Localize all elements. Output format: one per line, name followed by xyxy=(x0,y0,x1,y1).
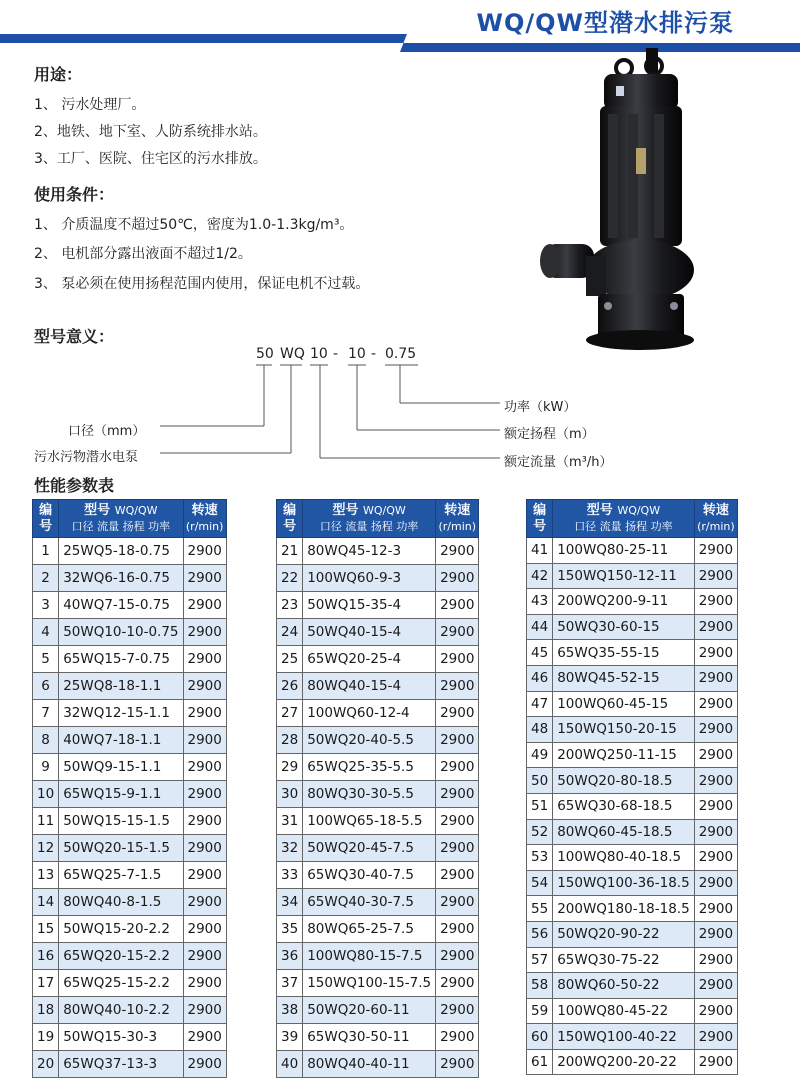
row-num: 31 xyxy=(277,808,303,835)
header-model: 型号 WQ/QW 口径 流量 扬程 功率 xyxy=(553,500,695,538)
row-model: 150WQ150-20-15 xyxy=(553,717,695,743)
row-model: 150WQ150-12-11 xyxy=(553,563,695,589)
row-model: 65WQ25-35-5.5 xyxy=(303,754,436,781)
usage-item: 1、 污水处理厂。 xyxy=(34,97,146,113)
row-speed: 2900 xyxy=(436,592,479,619)
row-num: 27 xyxy=(277,700,303,727)
row-num: 22 xyxy=(277,565,303,592)
row-model: 150WQ100-36-18.5 xyxy=(553,870,695,896)
row-speed: 2900 xyxy=(436,619,479,646)
table-row xyxy=(33,889,227,916)
row-model: 100WQ60-9-3 xyxy=(303,565,436,592)
row-model: 150WQ100-15-7.5 xyxy=(303,970,436,997)
page-title: WQ/QW型潜水排污泵 xyxy=(476,9,734,37)
row-speed: 2900 xyxy=(183,1024,226,1051)
table-row xyxy=(527,768,738,794)
row-model: 80WQ60-50-22 xyxy=(553,973,695,999)
row-num: 15 xyxy=(33,916,59,943)
table-row xyxy=(277,565,479,592)
row-num: 60 xyxy=(527,1024,553,1050)
table-row xyxy=(527,973,738,999)
row-model: 50WQ20-90-22 xyxy=(553,921,695,947)
row-speed: 2900 xyxy=(694,973,737,999)
row-model: 80WQ40-8-1.5 xyxy=(59,889,183,916)
row-model: 65WQ30-68-18.5 xyxy=(553,793,695,819)
row-model: 50WQ40-15-4 xyxy=(303,619,436,646)
row-num: 47 xyxy=(527,691,553,717)
row-model: 65WQ25-7-1.5 xyxy=(59,862,183,889)
row-speed: 2900 xyxy=(694,589,737,615)
row-speed: 2900 xyxy=(694,1024,737,1050)
table-row xyxy=(527,1024,738,1050)
row-model: 50WQ15-15-1.5 xyxy=(59,808,183,835)
code-flow: 10 xyxy=(310,346,328,362)
code-bore: 50 xyxy=(256,346,274,362)
table-row xyxy=(33,592,227,619)
row-num: 23 xyxy=(277,592,303,619)
row-speed: 2900 xyxy=(183,619,226,646)
row-speed: 2900 xyxy=(436,916,479,943)
table-row xyxy=(277,619,479,646)
row-model: 25WQ8-18-1.1 xyxy=(59,673,183,700)
row-num: 33 xyxy=(277,862,303,889)
table-row xyxy=(527,691,738,717)
row-speed: 2900 xyxy=(183,646,226,673)
row-num: 28 xyxy=(277,727,303,754)
params-table-3 xyxy=(526,499,738,1075)
table-row xyxy=(277,646,479,673)
row-speed: 2900 xyxy=(436,727,479,754)
params-table-2 xyxy=(276,499,479,1078)
row-model: 50WQ20-45-7.5 xyxy=(303,835,436,862)
row-model: 100WQ60-45-15 xyxy=(553,691,695,717)
row-model: 100WQ80-25-11 xyxy=(553,538,695,564)
row-speed: 2900 xyxy=(183,808,226,835)
table-row xyxy=(527,614,738,640)
table-header-row xyxy=(527,500,738,538)
table-row xyxy=(277,862,479,889)
row-speed: 2900 xyxy=(694,614,737,640)
header-speed: 转速 (r/min) xyxy=(183,500,226,538)
row-model: 100WQ80-15-7.5 xyxy=(303,943,436,970)
row-speed: 2900 xyxy=(183,970,226,997)
row-num: 49 xyxy=(527,742,553,768)
row-num: 18 xyxy=(33,997,59,1024)
row-model: 50WQ15-20-2.2 xyxy=(59,916,183,943)
table-row xyxy=(527,742,738,768)
row-num: 32 xyxy=(277,835,303,862)
row-num: 14 xyxy=(33,889,59,916)
row-model: 80WQ30-30-5.5 xyxy=(303,781,436,808)
table-row xyxy=(33,754,227,781)
row-model: 80WQ60-45-18.5 xyxy=(553,819,695,845)
row-num: 16 xyxy=(33,943,59,970)
row-model: 50WQ20-40-5.5 xyxy=(303,727,436,754)
row-model: 100WQ65-18-5.5 xyxy=(303,808,436,835)
row-num: 55 xyxy=(527,896,553,922)
header-model: 型号 WQ/QW 口径 流量 扬程 功率 xyxy=(303,500,436,538)
row-model: 200WQ180-18-18.5 xyxy=(553,896,695,922)
row-speed: 2900 xyxy=(183,997,226,1024)
conditions-title: 使用条件： xyxy=(34,185,115,204)
row-num: 20 xyxy=(33,1051,59,1078)
row-model: 50WQ15-35-4 xyxy=(303,592,436,619)
row-num: 26 xyxy=(277,673,303,700)
table-row xyxy=(33,619,227,646)
row-model: 80WQ45-52-15 xyxy=(553,665,695,691)
row-num: 58 xyxy=(527,973,553,999)
table-row xyxy=(277,754,479,781)
row-speed: 2900 xyxy=(436,700,479,727)
table-row xyxy=(527,870,738,896)
row-speed: 2900 xyxy=(436,754,479,781)
condition-item: 3、 泵必须在使用扬程范围内使用，保证电机不过载。 xyxy=(34,276,370,292)
code-power: 0.75 xyxy=(385,346,417,362)
row-model: 200WQ200-20-22 xyxy=(553,1049,695,1075)
row-speed: 2900 xyxy=(183,835,226,862)
row-model: 40WQ7-18-1.1 xyxy=(59,727,183,754)
row-model: 80WQ40-40-11 xyxy=(303,1051,436,1078)
table-row xyxy=(277,835,479,862)
row-speed: 2900 xyxy=(183,1051,226,1078)
table-row xyxy=(277,970,479,997)
row-num: 25 xyxy=(277,646,303,673)
table-row xyxy=(527,998,738,1024)
row-model: 100WQ60-12-4 xyxy=(303,700,436,727)
row-speed: 2900 xyxy=(694,665,737,691)
row-model: 25WQ5-18-0.75 xyxy=(59,538,183,565)
row-speed: 2900 xyxy=(183,538,226,565)
row-num: 34 xyxy=(277,889,303,916)
table-row xyxy=(527,1049,738,1075)
row-model: 80WQ45-12-3 xyxy=(303,538,436,565)
row-num: 4 xyxy=(33,619,59,646)
table-row xyxy=(33,781,227,808)
table-row xyxy=(527,947,738,973)
row-speed: 2900 xyxy=(183,754,226,781)
header-num: 编号 xyxy=(33,500,59,538)
header-speed: 转速 (r/min) xyxy=(694,500,737,538)
row-num: 5 xyxy=(33,646,59,673)
row-num: 36 xyxy=(277,943,303,970)
table-row xyxy=(527,563,738,589)
model-meaning-title: 型号意义： xyxy=(34,327,115,346)
table-row xyxy=(33,862,227,889)
header-model: 型号 WQ/QW 口径 流量 扬程 功率 xyxy=(59,500,183,538)
table-row xyxy=(277,808,479,835)
row-speed: 2900 xyxy=(183,565,226,592)
table-row xyxy=(33,673,227,700)
table-row xyxy=(277,997,479,1024)
table-row xyxy=(277,1051,479,1078)
table-row xyxy=(33,970,227,997)
table-row xyxy=(33,835,227,862)
row-model: 200WQ200-9-11 xyxy=(553,589,695,615)
row-num: 7 xyxy=(33,700,59,727)
row-model: 65WQ30-40-7.5 xyxy=(303,862,436,889)
table-row xyxy=(527,717,738,743)
row-speed: 2900 xyxy=(694,870,737,896)
row-speed: 2900 xyxy=(694,742,737,768)
table-row xyxy=(277,727,479,754)
row-num: 24 xyxy=(277,619,303,646)
row-num: 1 xyxy=(33,538,59,565)
row-num: 21 xyxy=(277,538,303,565)
table-row xyxy=(527,921,738,947)
table-row xyxy=(33,565,227,592)
label-bore: 口径（mm） xyxy=(68,424,146,439)
row-speed: 2900 xyxy=(436,565,479,592)
row-num: 59 xyxy=(527,998,553,1024)
row-speed: 2900 xyxy=(694,998,737,1024)
row-speed: 2900 xyxy=(183,592,226,619)
row-model: 50WQ20-60-11 xyxy=(303,997,436,1024)
row-model: 200WQ250-11-15 xyxy=(553,742,695,768)
row-speed: 2900 xyxy=(436,673,479,700)
row-model: 65WQ15-9-1.1 xyxy=(59,781,183,808)
row-speed: 2900 xyxy=(436,943,479,970)
row-speed: 2900 xyxy=(436,1051,479,1078)
row-model: 65WQ35-55-15 xyxy=(553,640,695,666)
table-row xyxy=(33,916,227,943)
row-model: 80WQ40-10-2.2 xyxy=(59,997,183,1024)
row-num: 11 xyxy=(33,808,59,835)
row-model: 100WQ80-45-22 xyxy=(553,998,695,1024)
row-model: 100WQ80-40-18.5 xyxy=(553,845,695,871)
table-row xyxy=(277,538,479,565)
row-num: 8 xyxy=(33,727,59,754)
row-num: 19 xyxy=(33,1024,59,1051)
table-row xyxy=(277,1024,479,1051)
params-title: 性能参数表 xyxy=(34,476,115,495)
row-num: 46 xyxy=(527,665,553,691)
row-speed: 2900 xyxy=(436,889,479,916)
row-num: 3 xyxy=(33,592,59,619)
row-speed: 2900 xyxy=(694,768,737,794)
row-speed: 2900 xyxy=(436,835,479,862)
usage-title: 用途： xyxy=(34,65,83,84)
row-model: 50WQ30-60-15 xyxy=(553,614,695,640)
table-row xyxy=(277,700,479,727)
row-speed: 2900 xyxy=(694,691,737,717)
header-num: 编号 xyxy=(277,500,303,538)
header-speed: 转速 (r/min) xyxy=(436,500,479,538)
table-row xyxy=(33,700,227,727)
table-row xyxy=(527,793,738,819)
row-num: 9 xyxy=(33,754,59,781)
row-speed: 2900 xyxy=(694,793,737,819)
row-num: 6 xyxy=(33,673,59,700)
row-model: 50WQ20-15-1.5 xyxy=(59,835,183,862)
row-speed: 2900 xyxy=(694,538,737,564)
row-speed: 2900 xyxy=(183,862,226,889)
row-num: 10 xyxy=(33,781,59,808)
row-num: 61 xyxy=(527,1049,553,1075)
table-row xyxy=(277,916,479,943)
row-num: 48 xyxy=(527,717,553,743)
row-num: 51 xyxy=(527,793,553,819)
row-speed: 2900 xyxy=(436,538,479,565)
row-speed: 2900 xyxy=(183,700,226,727)
row-num: 52 xyxy=(527,819,553,845)
row-speed: 2900 xyxy=(694,819,737,845)
table-header-row xyxy=(33,500,227,538)
row-num: 44 xyxy=(527,614,553,640)
row-model: 80WQ40-15-4 xyxy=(303,673,436,700)
table-row xyxy=(527,845,738,871)
row-num: 37 xyxy=(277,970,303,997)
row-speed: 2900 xyxy=(694,947,737,973)
row-model: 40WQ7-15-0.75 xyxy=(59,592,183,619)
row-speed: 2900 xyxy=(436,1024,479,1051)
row-num: 17 xyxy=(33,970,59,997)
row-speed: 2900 xyxy=(694,1049,737,1075)
row-speed: 2900 xyxy=(183,727,226,754)
row-model: 80WQ65-25-7.5 xyxy=(303,916,436,943)
table-row xyxy=(527,589,738,615)
row-num: 30 xyxy=(277,781,303,808)
code-dash: - xyxy=(371,346,377,362)
model-code-diagram xyxy=(0,340,800,480)
condition-item: 1、 介质温度不超过50℃，密度为1.0-1.3kg/m³。 xyxy=(34,217,354,233)
condition-item: 2、 电机部分露出液面不超过1/2。 xyxy=(34,246,252,262)
row-speed: 2900 xyxy=(694,640,737,666)
row-model: 65WQ30-50-11 xyxy=(303,1024,436,1051)
usage-item: 3、工厂、医院、住宅区的污水排放。 xyxy=(34,151,267,167)
row-model: 32WQ6-16-0.75 xyxy=(59,565,183,592)
table-row xyxy=(527,819,738,845)
table-row xyxy=(33,1024,227,1051)
row-num: 53 xyxy=(527,845,553,871)
table-row xyxy=(277,943,479,970)
table-row xyxy=(527,640,738,666)
row-num: 40 xyxy=(277,1051,303,1078)
table-row xyxy=(33,538,227,565)
table-row xyxy=(33,646,227,673)
label-pump-type: 污水污物潜水电泵 xyxy=(34,450,139,465)
table-row xyxy=(527,538,738,564)
row-num: 42 xyxy=(527,563,553,589)
row-speed: 2900 xyxy=(436,646,479,673)
row-num: 13 xyxy=(33,862,59,889)
row-num: 43 xyxy=(527,589,553,615)
table-row xyxy=(527,896,738,922)
row-model: 32WQ12-15-1.1 xyxy=(59,700,183,727)
row-num: 50 xyxy=(527,768,553,794)
row-model: 50WQ9-15-1.1 xyxy=(59,754,183,781)
row-num: 38 xyxy=(277,997,303,1024)
row-model: 65WQ37-13-3 xyxy=(59,1051,183,1078)
row-model: 150WQ100-40-22 xyxy=(553,1024,695,1050)
row-model: 50WQ15-30-3 xyxy=(59,1024,183,1051)
table-row xyxy=(277,592,479,619)
table-header-row xyxy=(277,500,479,538)
table-row xyxy=(277,889,479,916)
row-model: 50WQ20-80-18.5 xyxy=(553,768,695,794)
row-model: 65WQ20-25-4 xyxy=(303,646,436,673)
usage-item: 2、地铁、地下室、人防系统排水站。 xyxy=(34,124,267,140)
header-bar xyxy=(0,0,800,46)
table-row xyxy=(33,997,227,1024)
row-model: 65WQ30-75-22 xyxy=(553,947,695,973)
label-head: 额定扬程（m） xyxy=(504,427,595,442)
row-num: 45 xyxy=(527,640,553,666)
params-table-1 xyxy=(32,499,227,1078)
row-model: 65WQ15-7-0.75 xyxy=(59,646,183,673)
row-num: 54 xyxy=(527,870,553,896)
row-speed: 2900 xyxy=(694,845,737,871)
header-num: 编号 xyxy=(527,500,553,538)
row-speed: 2900 xyxy=(436,997,479,1024)
row-speed: 2900 xyxy=(183,916,226,943)
table-row xyxy=(33,727,227,754)
label-power: 功率（kW） xyxy=(504,400,577,415)
row-speed: 2900 xyxy=(183,889,226,916)
row-speed: 2900 xyxy=(694,563,737,589)
code-type: WQ xyxy=(280,346,305,362)
table-row xyxy=(33,808,227,835)
table-row xyxy=(33,1051,227,1078)
code-dash: - xyxy=(333,346,339,362)
table-row xyxy=(277,781,479,808)
row-num: 41 xyxy=(527,538,553,564)
row-speed: 2900 xyxy=(436,970,479,997)
table-row xyxy=(527,665,738,691)
label-flow: 额定流量（m³/h） xyxy=(504,455,613,470)
row-num: 2 xyxy=(33,565,59,592)
row-speed: 2900 xyxy=(183,943,226,970)
row-model: 50WQ10-10-0.75 xyxy=(59,619,183,646)
row-speed: 2900 xyxy=(694,717,737,743)
row-speed: 2900 xyxy=(436,862,479,889)
row-speed: 2900 xyxy=(183,781,226,808)
row-speed: 2900 xyxy=(436,808,479,835)
table-row xyxy=(33,943,227,970)
row-model: 65WQ25-15-2.2 xyxy=(59,970,183,997)
row-num: 12 xyxy=(33,835,59,862)
submersible-pump-image xyxy=(536,48,706,358)
row-model: 65WQ20-15-2.2 xyxy=(59,943,183,970)
row-speed: 2900 xyxy=(436,781,479,808)
row-model: 65WQ40-30-7.5 xyxy=(303,889,436,916)
table-row xyxy=(277,673,479,700)
row-num: 29 xyxy=(277,754,303,781)
code-head: 10 xyxy=(348,346,366,362)
row-num: 57 xyxy=(527,947,553,973)
row-speed: 2900 xyxy=(694,921,737,947)
row-num: 35 xyxy=(277,916,303,943)
row-num: 56 xyxy=(527,921,553,947)
row-num: 39 xyxy=(277,1024,303,1051)
row-speed: 2900 xyxy=(694,896,737,922)
row-speed: 2900 xyxy=(183,673,226,700)
